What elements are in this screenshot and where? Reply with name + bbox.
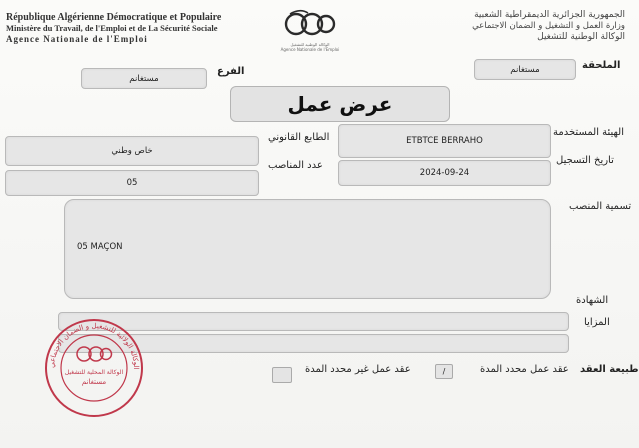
branch-label: الفرع [217, 66, 245, 77]
registration-date-label: تاريخ التسجيل [556, 155, 614, 166]
employer-field: ETBTCE BERRAHO [338, 124, 551, 158]
legal-status-field: خاص وطني [5, 136, 259, 166]
fixed-term-label: عقد عمل محدد المدة [480, 364, 569, 375]
open-term-label: عقد عمل غير محدد المدة [305, 364, 411, 375]
official-stamp [42, 316, 146, 420]
header-fr-ministry: Ministère du Travail, de l'Emploi et de La Sécurité Sociale [6, 23, 218, 33]
header-fr-agency: Agence Nationale de l'Emploi [6, 34, 148, 44]
header-french [6, 12, 221, 45]
logo-caption-fr: Agence Nationale de l'Emploi [280, 47, 340, 52]
legal-status-label: الطابع القانوني [268, 132, 330, 143]
job-title-label: تسمية المنصب [569, 201, 632, 212]
annex-label: الملحقة [582, 60, 621, 71]
positions-label: عدد المناصب [268, 160, 323, 171]
annex-field: مستغانم [474, 59, 576, 80]
stamp-outer-text: الوكالة الولائية للتشغيل و الضمان الاجتماعي [47, 321, 141, 370]
contract-type-label: طبيعة العقد [580, 364, 639, 375]
positions-field: 05 [5, 170, 259, 196]
anem-logo [278, 8, 342, 58]
benefits-label: المزايا [584, 317, 610, 328]
registration-date-field: 2024-09-24 [338, 160, 551, 186]
branch-field: مستغانم [81, 68, 207, 89]
fixed-term-checkbox: / [435, 364, 453, 379]
header-arabic [472, 10, 625, 43]
employer-label: الهيئة المستخدمة [553, 127, 624, 138]
header-ar-ministry: وزارة العمل و التشغيل و الضمان الاجتماعي [472, 21, 625, 31]
job-title-value: 05 MAÇON [77, 242, 123, 252]
logo-caption-ar: الوكالة الوطنية للتشغيل [290, 42, 330, 47]
stamp-city: مستغانم [81, 378, 107, 386]
stamp-seal-icon [42, 316, 146, 420]
open-term-checkbox [272, 367, 292, 383]
header-ar-agency: الوكالة الوطنية للتشغيل [537, 32, 625, 42]
document-title: عرض عمل [230, 86, 450, 122]
anem-logo-icon [278, 8, 342, 38]
header-ar-republic: الجمهورية الجزائرية الديمقراطية الشعبية [474, 10, 625, 20]
stamp-inner-text: الوكالة المحلية للتشغيل [64, 369, 124, 376]
header-fr-republic: République Algérienne Démocratique et Populaire [6, 12, 222, 23]
diploma-label: الشهادة [576, 295, 609, 306]
job-title-field [64, 199, 551, 299]
